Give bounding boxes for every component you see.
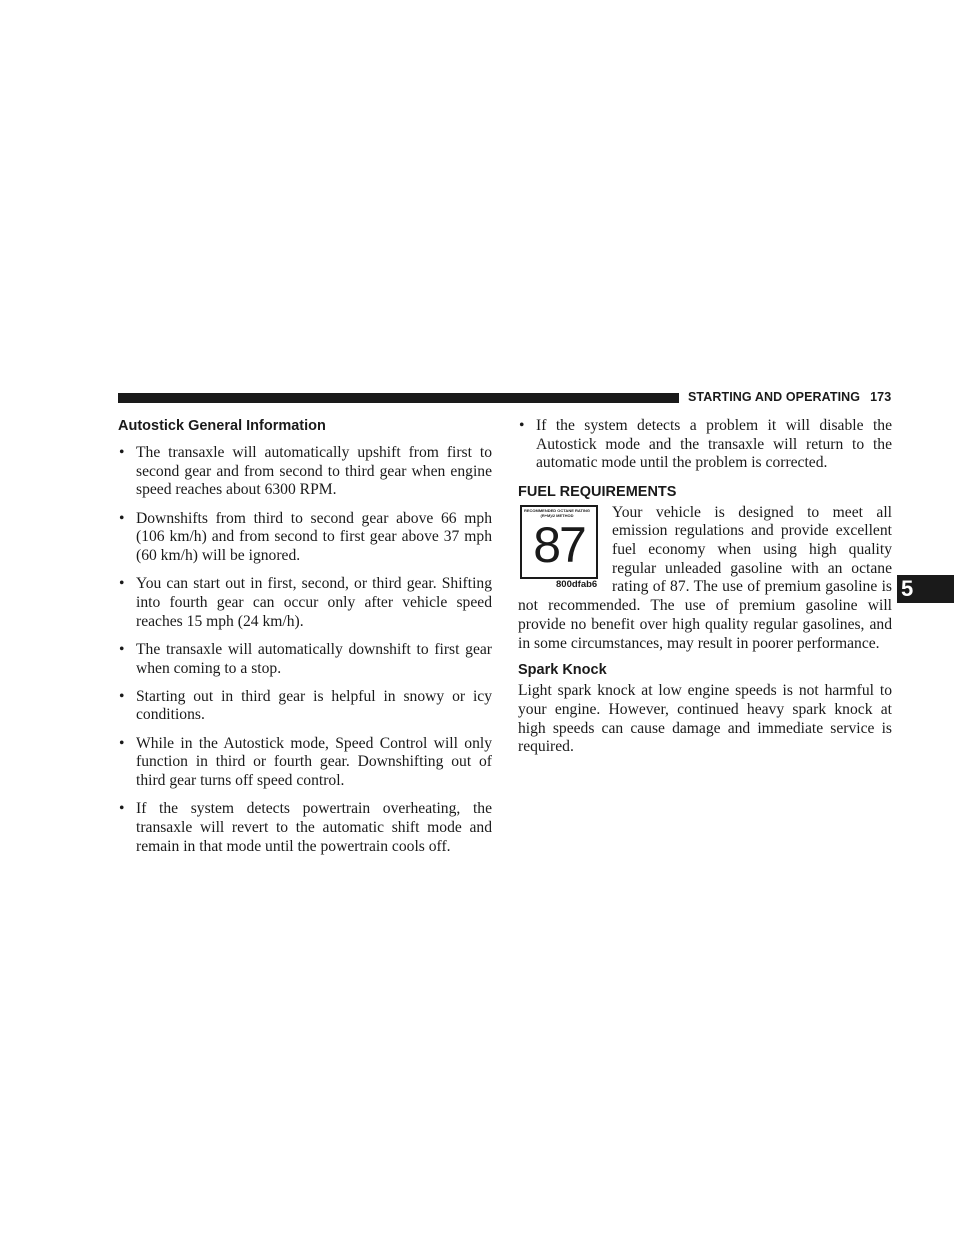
bullet-icon: • [519,417,525,434]
left-column [118,417,492,866]
chapter-tab: 5 [897,575,954,603]
fuel-requirements-heading: FUEL REQUIREMENTS [518,483,677,500]
bullet-icon: • [119,687,125,705]
list-item: • The transaxle will automatically downshift to first gear when coming to a stop. [119,640,492,677]
bullet-icon: • [119,734,125,752]
page-number: 173 [870,390,892,404]
octane-rating-label [518,505,602,589]
list-item: • Downshifts from third to second gear above 66 mph (106 km/h) and from second to first gear above 37 mph (60 km/h) will be ignored. [119,509,492,565]
list-item: • You can start out in first, second, or third gear. Shifting into fourth gear can occur only after vehicle speed reaches 15 mph (24 km/h). [119,575,492,630]
octane-number: 87 [533,516,585,573]
spark-knock-text: Light spark knock at low engine speeds is not harmful to your engine. However, continued heavy spark knock at high speeds can cause damage and immediate service is required. [518,682,892,756]
list-item: • While in the Autostick mode, Speed Control will only function in third or fourth gear. Downshifting out of third gear turns off speed control. [119,734,492,790]
header-rule [118,393,679,403]
bullet-icon: • [119,800,125,818]
autostick-list [118,444,492,856]
section-title: STARTING AND OPERATING [688,390,861,404]
running-header [688,390,891,404]
list-item: • Starting out in third gear is helpful in snowy or icy conditions. [119,687,492,724]
list-item: • The transaxle will automatically upshift from first to second gear and from second to third gear when engine speed reaches about 6300 RPM. [119,444,492,499]
right-column [518,417,892,757]
list-item: • If the system detects a problem it will disable the Autostick mode and the transaxle will return to the automatic mode until the problem is corrected. [519,417,892,472]
spark-knock-heading: Spark Knock [518,662,607,679]
list-item: • If the system detects powertrain overheating, the transaxle will revert to the automatic shift mode and remain in that mode until the powertrain cools off. [119,800,492,855]
fuel-requirements-text: Your vehicle is designed to meet all emission regulations and provide excellent fuel economy when using high quality regular unleaded gasoline with an octane rating of 87. The use of premium gasoline is not recommended. The use of premium gasoline will provide no benefit over high quality regular gasolines, and in some circumstances, may result in poorer performance. [518,503,892,652]
bullet-icon: • [119,509,125,527]
autostick-heading: Autostick General Information [118,418,326,434]
autostick-list-continued [518,417,892,473]
fuel-requirements-section [518,504,892,654]
bullet-icon: • [119,575,125,593]
bullet-icon: • [119,444,125,461]
octane-label-caption: RECOMMENDED OCTANE RATING (R+M)/2 METHOD [523,507,591,518]
bullet-icon: • [119,640,125,658]
image-code: 800dfab6 [556,578,598,590]
